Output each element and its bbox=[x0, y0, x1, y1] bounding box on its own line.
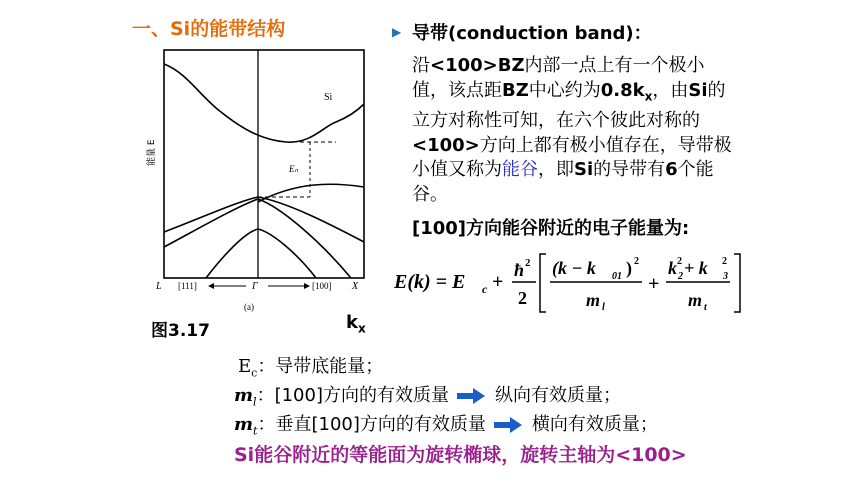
section-heading: 导带(conduction band)： bbox=[412, 23, 652, 44]
conduction-band-upper bbox=[164, 64, 364, 142]
svg-text:+ k: + k bbox=[684, 258, 708, 278]
valence-band-1 bbox=[164, 197, 364, 242]
formula-den2: m bbox=[688, 290, 703, 310]
arrow-right-icon bbox=[457, 388, 485, 404]
svg-text:3: 3 bbox=[723, 271, 728, 282]
label-energy: 能量 E bbox=[147, 139, 157, 166]
formula-hbar: ħ bbox=[514, 260, 525, 280]
band-structure-figure bbox=[146, 42, 376, 321]
label-gamma: Γ bbox=[252, 281, 258, 292]
label-111: [111] bbox=[178, 281, 197, 291]
arrow-right-head bbox=[304, 283, 310, 289]
def-ec: $E_c$：导带底能量； bbox=[238, 356, 384, 380]
label-ec: Eₙ bbox=[289, 164, 299, 174]
label-a: (a) bbox=[244, 302, 254, 312]
svg-text:2: 2 bbox=[677, 256, 682, 267]
conduction-band-lower bbox=[258, 184, 364, 202]
arrow-left-head bbox=[208, 283, 214, 289]
slide-title: 一、Si的能带结构 bbox=[132, 18, 286, 40]
svg-text:2: 2 bbox=[525, 257, 531, 269]
conduction-band-paragraph: 沿<100>BZ内部一点上有一个极小值，该点距BZ中心约为$0.8k_x$，由Si的立方对称性可知，在六个彼此对称的<100>方向上都有极小值存在，导带极小值又称为能谷，即Si的导带有6个能谷。 bbox=[412, 55, 732, 206]
label-X: X bbox=[352, 281, 359, 292]
def-ml: $m_l$：[100]方向的有效质量 纵向有效质量； bbox=[234, 385, 621, 409]
svg-text:t: t bbox=[704, 302, 707, 313]
formula-num2: k bbox=[668, 258, 677, 278]
svg-text:l: l bbox=[602, 302, 605, 313]
bullet-triangle-icon: ▶ bbox=[392, 25, 402, 39]
kx-label: $k_x$ bbox=[346, 312, 366, 336]
formula-plus-2: + bbox=[648, 273, 660, 295]
def-mt: $m_t$：垂直[100]方向的有效质量 横向有效质量； bbox=[234, 414, 658, 438]
formula-heading: [100]方向能谷附近的电子能量为: bbox=[412, 218, 690, 239]
graph-frame bbox=[164, 50, 364, 278]
valence-band-3 bbox=[206, 229, 316, 278]
svg-text:2: 2 bbox=[678, 271, 683, 282]
svg-text:2: 2 bbox=[634, 256, 639, 267]
label-100: [100] bbox=[312, 281, 332, 291]
label-si: Si bbox=[324, 92, 333, 103]
formula-den1: m bbox=[586, 290, 601, 310]
arrow-right-icon bbox=[494, 417, 522, 433]
conclusion-text: Si能谷附近的等能面为旋转椭球，旋转主轴为<100> bbox=[234, 444, 687, 466]
formula-two: 2 bbox=[518, 288, 527, 308]
formula-num1: (k − k bbox=[552, 258, 596, 278]
svg-text:): ) bbox=[626, 258, 632, 278]
figure-caption: 图3.17 bbox=[151, 321, 210, 341]
label-L: L bbox=[156, 281, 162, 292]
formula-plus-1: + bbox=[492, 271, 504, 293]
formula-num1-sub: 01 bbox=[612, 271, 622, 282]
band-structure-graph bbox=[146, 42, 376, 317]
formula-lhs: E(k) = E bbox=[394, 271, 466, 293]
formula-lhs-sub: c bbox=[482, 282, 488, 296]
svg-text:2: 2 bbox=[722, 256, 727, 267]
energy-formula bbox=[394, 248, 744, 322]
